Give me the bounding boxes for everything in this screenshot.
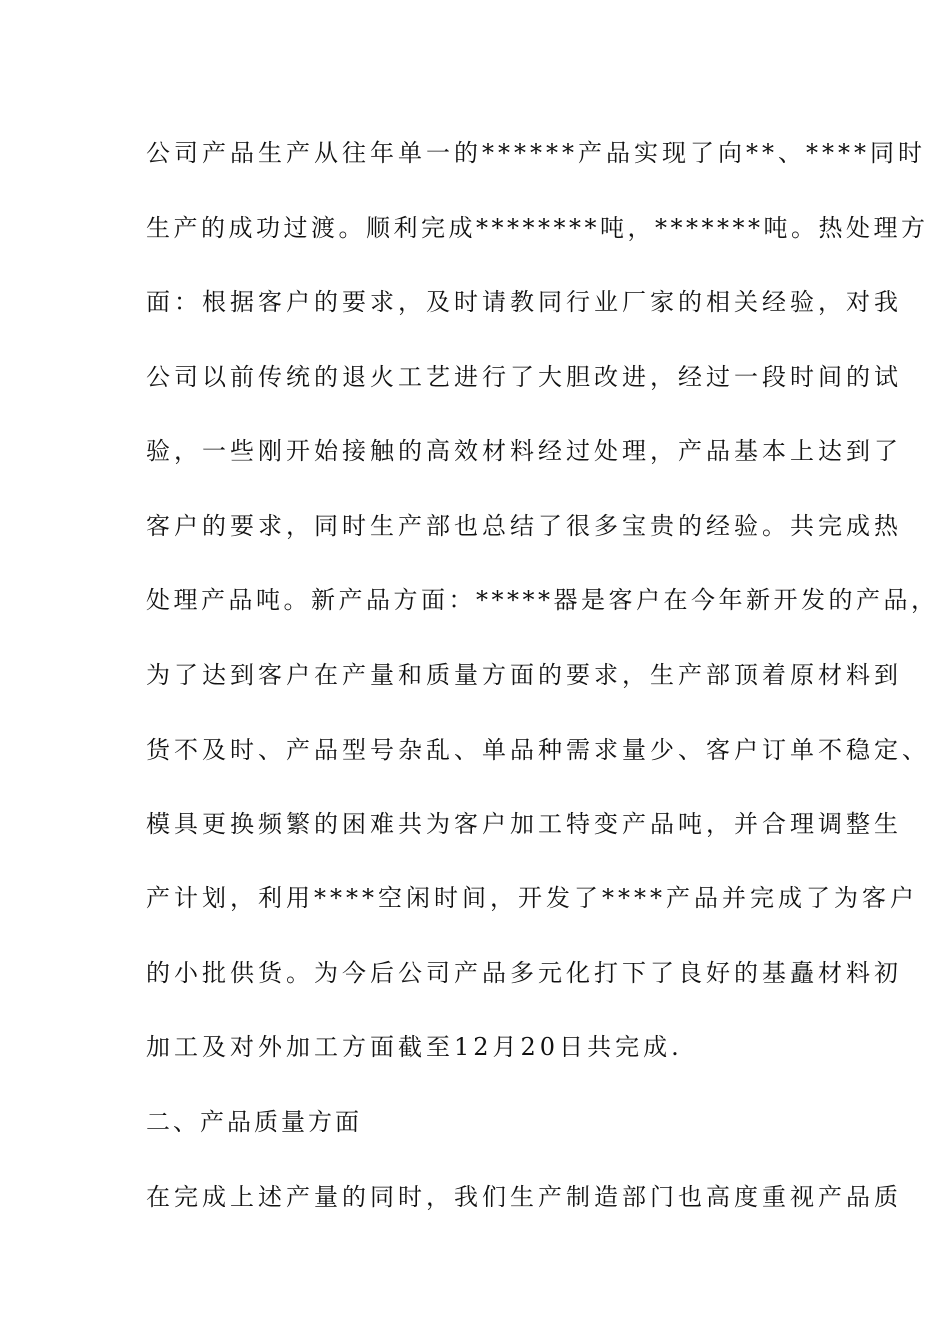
body-text-line: 产计划，利用****空闲时间，开发了****产品并完成了为客户: [146, 884, 918, 912]
body-text-line: 验，一些刚开始接触的高效材料经过处理，产品基本上达到了: [146, 437, 902, 465]
body-text-line: 客户的要求，同时生产部也总结了很多宝贵的经验。共完成热: [146, 512, 902, 540]
body-text-line: 在完成上述产量的同时，我们生产制造部门也高度重视产品质: [146, 1183, 902, 1211]
body-text-line: 公司产品生产从往年单一的******产品实现了向**、****同时: [146, 139, 926, 167]
body-text-line: 处理产品吨。新产品方面：*****器是客户在今年新开发的产品，: [146, 586, 939, 614]
body-text-line: 公司以前传统的退火工艺进行了大胆改进，经过一段时间的试: [146, 363, 902, 391]
body-text-line: 货不及时、产品型号杂乱、单品种需求量少、客户订单不稳定、: [146, 736, 930, 764]
section-heading: 二、产品质量方面: [146, 1108, 362, 1136]
body-text-line: 加工及对外加工方面截至12月20日共完成.: [146, 1033, 683, 1061]
body-text-line: 模具更换频繁的困难共为客户加工特变产品吨，并合理调整生: [146, 810, 902, 838]
body-text-line: 为了达到客户在产量和质量方面的要求，生产部顶着原材料到: [146, 661, 902, 689]
body-text-line: 的小批供货。为今后公司产品多元化打下了良好的基矗材料初: [146, 959, 902, 987]
body-text-line: 生产的成功过渡。顺利完成********吨，*******吨。热处理方: [146, 214, 929, 242]
body-text-line: 面：根据客户的要求，及时请教同行业厂家的相关经验，对我: [146, 288, 902, 316]
